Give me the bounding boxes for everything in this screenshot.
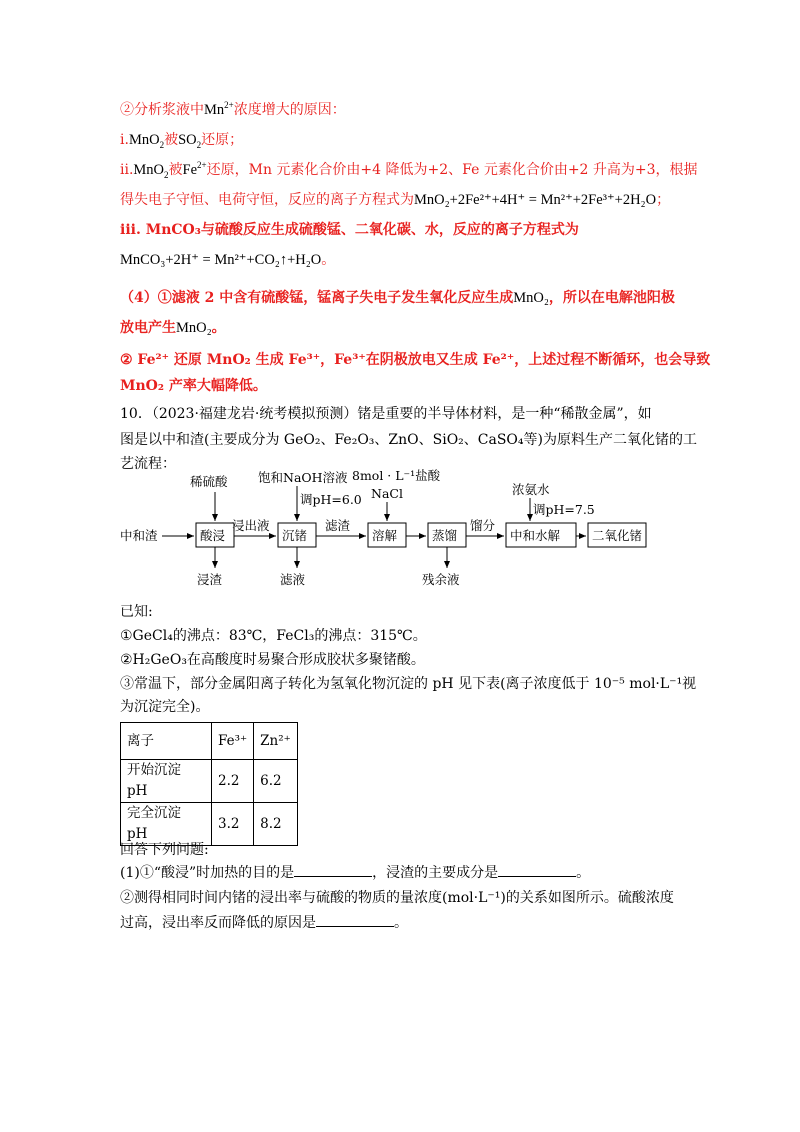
output-filtrate: 滤液 (280, 572, 306, 587)
table-cell: 6.2 (254, 760, 298, 803)
table-row (121, 760, 298, 803)
heading-prefix: ②分析浆液中 (120, 102, 204, 118)
known-item3-line1: ③常温下，部分金属阳离子转化为氢氧化物沉淀的 pH 见下表(离子浓度低于 10⁻⁵ mol·L⁻¹视 (120, 676, 697, 692)
arrow-fraction: 馏分 (470, 518, 496, 533)
known-item1: ①GeCl₄的沸点：83℃，FeCl₃的沸点：315℃。 (120, 628, 427, 644)
table-header-cell: Fe³⁺ (212, 723, 254, 760)
analysis-ii-line1: ii.MnO$_2$被$Fe^{2+}$还原，Mn 元素化合价由+4 降低为+2、Fe 元素化合价由+2 升高为+3，根据 (120, 160, 698, 180)
analysis-iii-line1: iii. MnCO₃与硫酸反应生成硫酸锰、二氧化碳、水，反应的离子方程式为 (120, 222, 579, 238)
iii-equation: MnCO₃+2H⁺ = Mn²⁺+CO₂↑+H₂O (120, 252, 322, 268)
mno2-formula: MnO₂ (513, 290, 549, 306)
analysis-ii-line2: 得失电子守恒、电荷守恒，反应的离子方程式为MnO₂+2Fe²⁺+4H⁺ = Mn²⁺+2Fe³⁺+2H₂O； (120, 192, 671, 208)
mno2-formula: MnO₂ (176, 320, 212, 336)
arrow-residue: 滤渣 (325, 518, 351, 533)
reagent-nacl: NaCl (371, 486, 403, 501)
table-header-cell: 离子 (121, 723, 212, 760)
analysis-iii-line2: MnCO₃+2H⁺ = Mn²⁺+CO₂↑+H₂O。 (120, 252, 336, 268)
table-cell: 2.2 (212, 760, 254, 803)
question10-line1: 10．（2023·福建龙岩·统考模拟预测）锗是重要的半导体材料，是一种“稀散金属”，如 (120, 406, 652, 422)
table-header-cell: Zn²⁺ (254, 723, 298, 760)
question10-line2: 图是以中和渣(主要成分为 GeO₂、Fe₂O₃、ZnO、SiO₂、CaSO₄等)为原料生产二氧化锗的工 (120, 432, 697, 448)
answer-blank[interactable] (294, 862, 372, 877)
part4-line3: ② Fe²⁺ 还原 MnO₂ 生成 Fe³⁺，Fe³⁺在阴极放电又生成 Fe²⁺，上述过程不断循环，也会导致 (120, 352, 711, 368)
table-cell: 8.2 (254, 803, 298, 846)
output-residual-liquid: 残余液 (422, 572, 460, 587)
flow-start: 中和渣 (120, 528, 158, 543)
known-item3-line2: 为沉淀完全)。 (120, 699, 210, 715)
step-acid-leach: 酸浸 (200, 528, 226, 543)
analysis-heading (120, 100, 346, 121)
mn-ion: $Mn^{2+}$ (204, 100, 234, 118)
mno2-formula: MnO$_2$ (128, 132, 165, 150)
table-cell: 3.2 (212, 803, 254, 846)
step-dissolve: 溶解 (372, 528, 398, 543)
reagent-ph6: 调pH=6.0 (300, 492, 362, 507)
ii-equation: MnO₂+2Fe²⁺+4H⁺ = Mn²⁺+2Fe³⁺+2H₂O (414, 192, 657, 208)
step-precipitate: 沉锗 (282, 528, 308, 543)
answer-blank[interactable] (498, 862, 576, 877)
reagent-ph75: 调pH=7.5 (533, 502, 595, 517)
answer-q2-line2: 过高，浸出率反而降低的原因是 。 (120, 912, 408, 934)
part4-line2: 放电产生MnO₂。 (120, 320, 226, 336)
reagent-hcl: 8mol · L⁻¹盐酸 (352, 468, 441, 483)
answer-blank[interactable] (316, 912, 394, 927)
answer-q2-line1: ②测得相同时间内锗的浸出率与硫酸的物质的量浓度(mol·L⁻¹)的关系如图所示。硫酸浓度 (120, 890, 674, 906)
table-cell: 开始沉淀 pH (121, 760, 212, 803)
table-header-row (121, 723, 298, 760)
table-cell: 完全沉淀 pH (121, 803, 212, 846)
known-title: 已知: (120, 604, 153, 620)
known-item2: ②H₂GeO₃在高酸度时易聚合形成胶状多聚锗酸。 (120, 652, 425, 668)
reagent-naoh: 饱和NaOH溶液 (258, 470, 348, 485)
process-flowchart (120, 468, 660, 596)
answer-q1: (1)①“酸浸”时加热的目的是 ，浸渣的主要成分是 。 (120, 862, 590, 884)
precipitation-ph-table (120, 722, 298, 846)
output-leach-residue: 浸渣 (197, 572, 223, 587)
step-hydrolysis: 中和水解 (510, 528, 561, 543)
fe-ion: $Fe^{2+}$ (182, 160, 207, 178)
part4-line1: （4）①滤液 2 中含有硫酸锰，锰离子失电子发生氧化反应生成MnO₂，所以在电解池阳极 (120, 290, 675, 306)
step-distill: 蒸馏 (432, 528, 458, 543)
question10-line3: 艺流程： (120, 456, 176, 472)
analysis-i: i.MnO$_2$被$SO_2$还原； (120, 132, 244, 150)
part4-line4: MnO₂ 产率大幅降低。 (120, 378, 267, 394)
mno2-formula: MnO$_2$ (133, 162, 169, 180)
so2-formula: $SO_2$ (178, 132, 202, 150)
step-product: 二氧化锗 (592, 528, 643, 543)
heading-suffix: 浓度增大的原因： (233, 102, 346, 118)
answer-intro: 回答下列问题: (120, 842, 209, 858)
arrow-leachate: 浸出液 (232, 518, 270, 533)
reagent-ammonia: 浓氨水 (512, 482, 550, 497)
reagent-dilute-sulfuric: 稀硫酸 (190, 474, 228, 489)
